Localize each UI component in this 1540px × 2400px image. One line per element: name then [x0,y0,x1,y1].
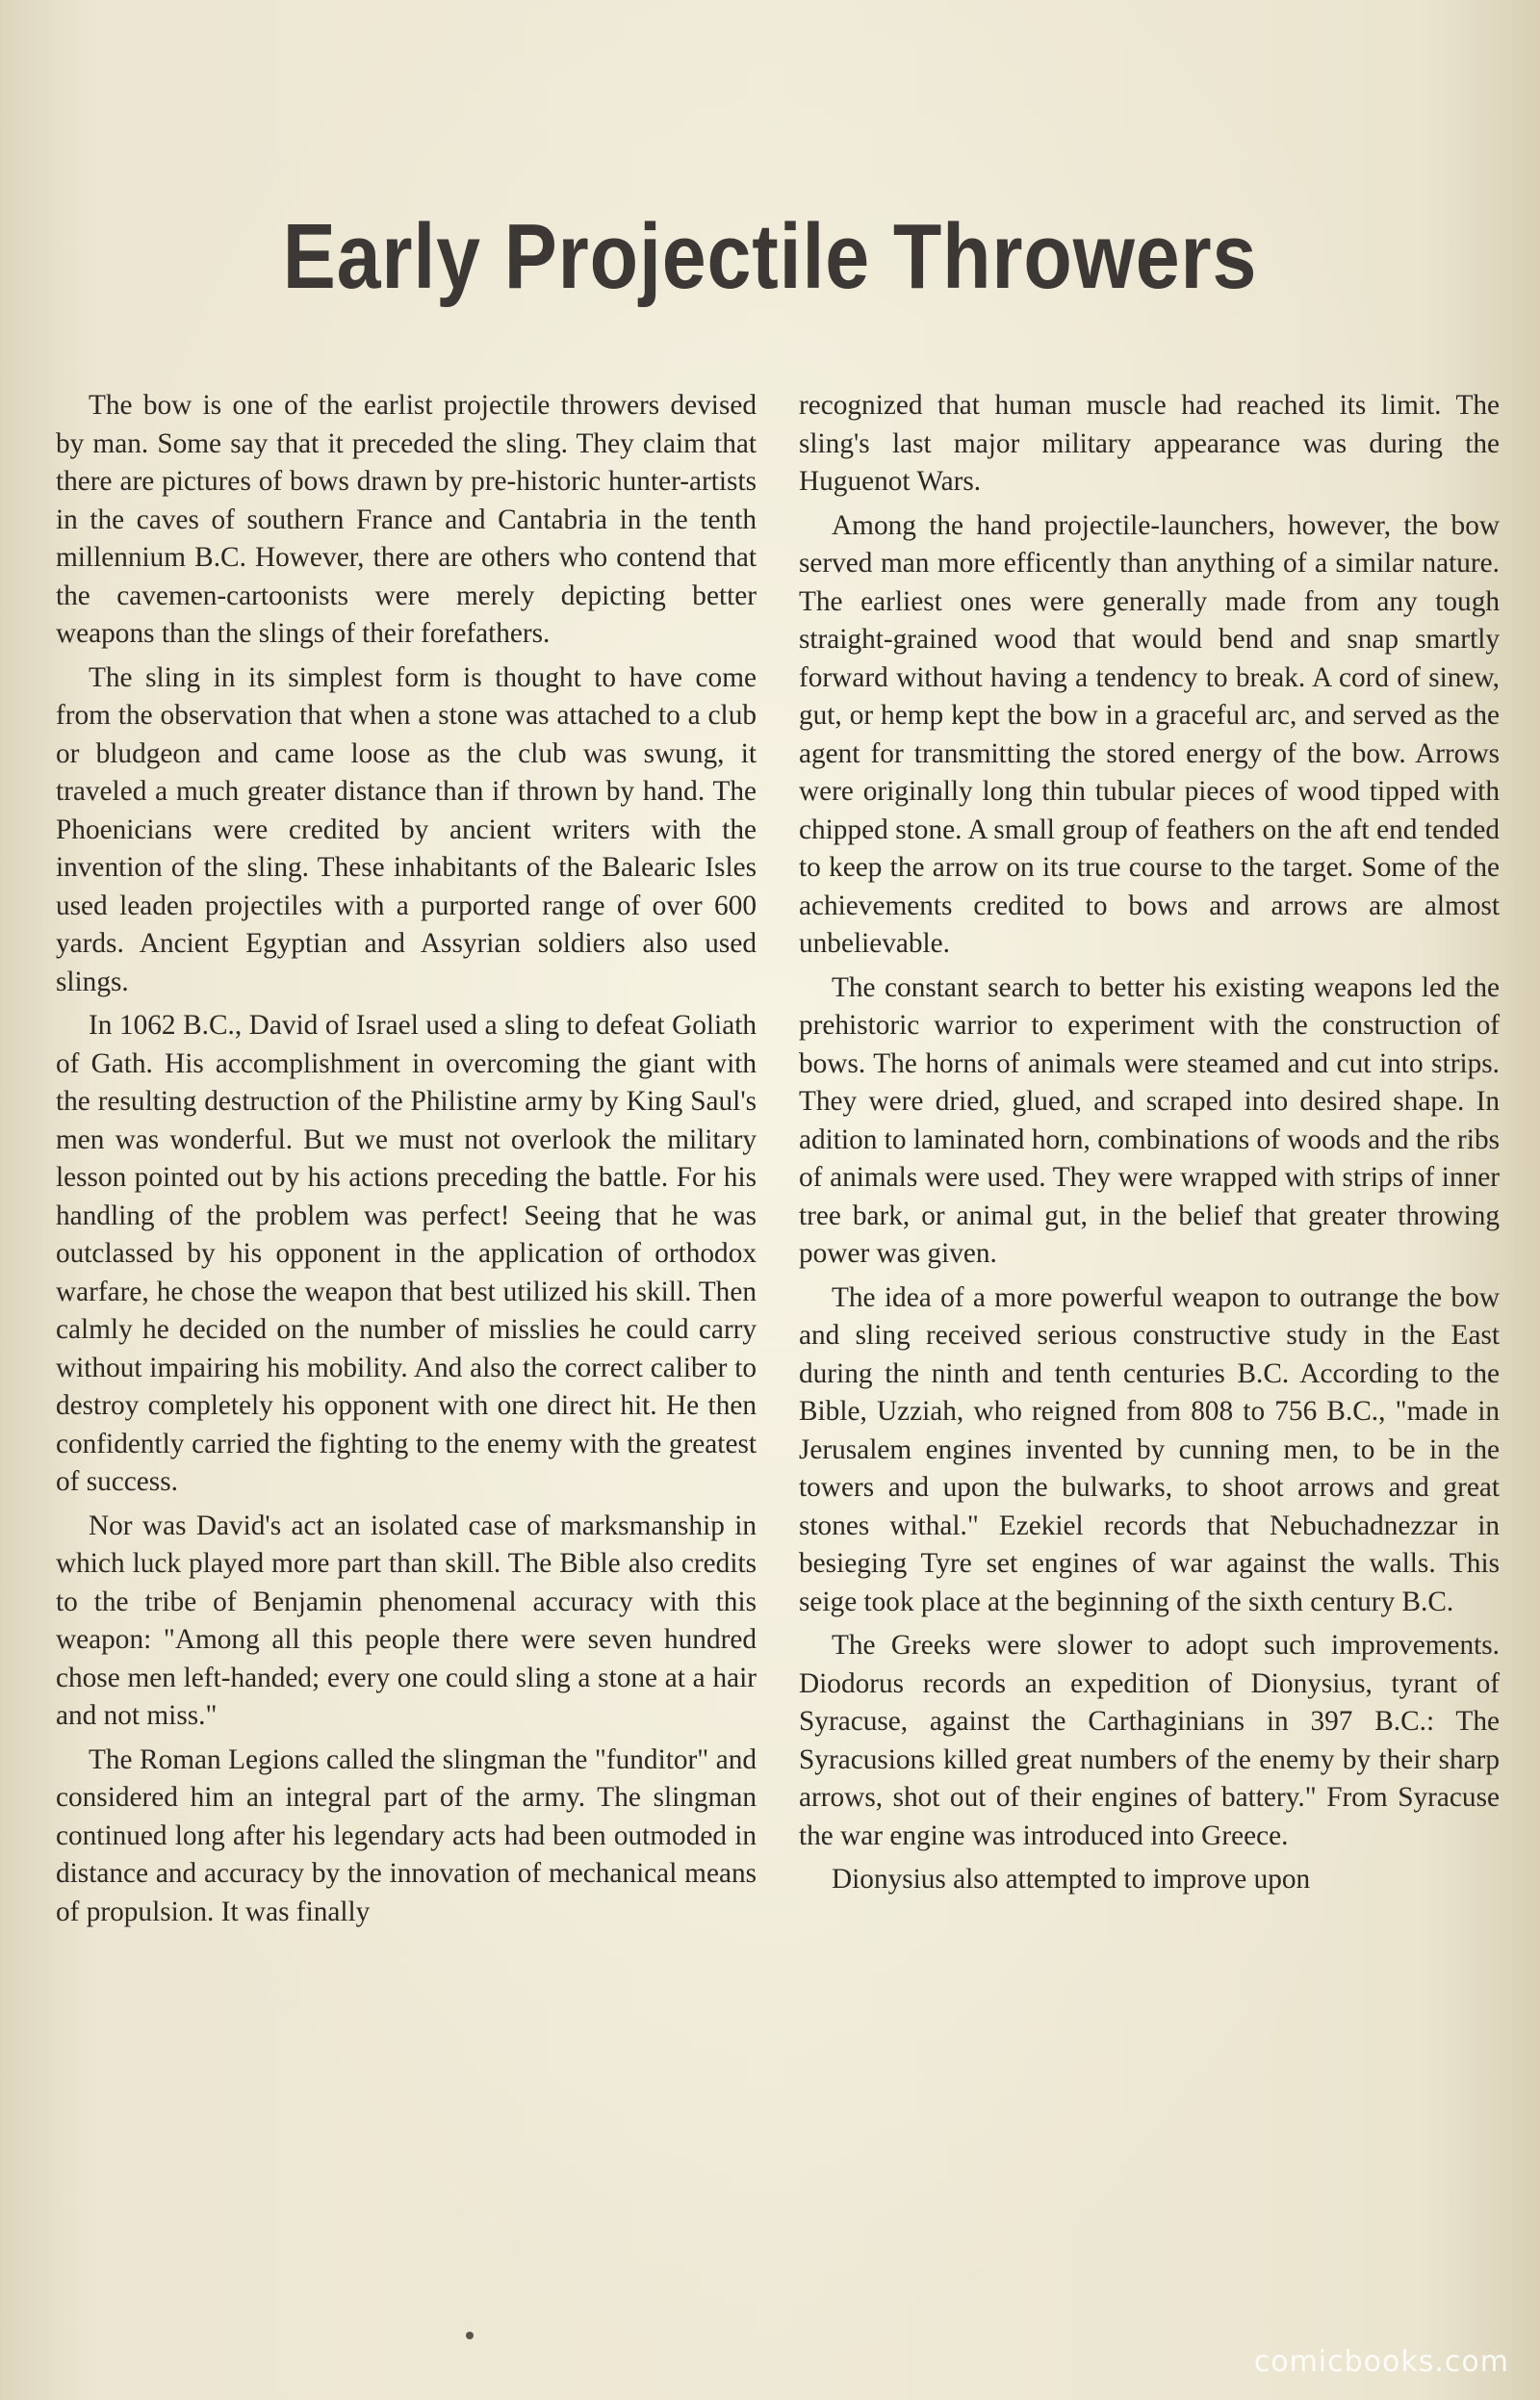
paragraph-continued: recognized that human muscle had reached its limit. The sling's last major military appearance was during the Huguenot Wars. [799,390,1500,497]
paragraph: Among the hand projectile-launchers, however, the bow served man more efficently than anything of a similar nature. The earliest ones were generally made from any tough straight-grained wood that would bend and snap smartly forward without having a tendency to break. A cord of sinew, gut, or hemp kept the bow in a graceful arc, and served as the agent for transmitting the stored energy of the bow. Arrows were originally long thin tubular pieces of wood tipped with chipped stone. A small group of feathers on the aft end tended to keep the arrow on its true course to the target. Some of the achievements credited to bows and arrows are almost unbelievable. [799,509,1500,959]
article-body [56,387,1500,1937]
paragraph: The Greeks were slower to adopt such improvements. Diodorus records an expedition of Dionysius, tyrant of Syracuse, against the Carthaginians in 397 B.C.: The Syracusions killed great numbers of the enemy by their sharp arrows, shot out of their engines of battery." From Syracuse the war engine was introduced into Greece. [799,1630,1500,1851]
paragraph: The Roman Legions called the slingman the "funditor" and considered him an integral part of the army. The slingman continued long after his legendary acts had been outmoded in distance and accuracy by the innovation of mechanical means of propulsion. It was finally [56,1743,757,1927]
paragraph: In 1062 B.C., David of Israel used a sling to defeat Goliath of Gath. His accomplishment in overcoming the giant with the resulting destruction of the Philistine army by King Saul's men was wonderful. But we must not overlook the military lesson pointed out by his actions preceding the battle. For his handling of the problem was perfect! Seeing that he was outclassed by his opponent in the application of orthodox warfare, he chose the weapon that best utilized his skill. Then calmly he decided on the number of misslies he could carry without impairing his mobility. And also the correct caliber to destroy completely his opponent with one direct hit. He then confidently carried the fighting to the enemy with the greatest of success. [56,1010,757,1497]
paragraph: Nor was David's act an isolated case of marksmanship in which luck played more part than skill. The Bible also credits to the tribe of Benjamin phenomenal accuracy with this weapon: "Among all this people there were seven hundred chose men left-handed; every one could sling a stone at a hair and not miss." [56,1510,757,1731]
paragraph: The idea of a more powerful weapon to outrange the bow and sling received serious constructive study in the East during the ninth and tenth centuries B.C. According to the Bible, Uzziah, who reigned from 808 to 756 B.C., "made in Jerusalem engines invented by cunning men, to be in the towers and upon the bulwarks, to shoot arrows and great stones withal." Ezekiel records that Nebuchadnezzar in besieging Tyre set engines of war against the walls. This seige took place at the beginning of the sixth century B.C. [799,1281,1500,1617]
article-title: Early Projectile Throwers [282,205,1258,308]
paragraph: Dionysius also attempted to improve upon [832,1864,1311,1895]
paragraph: The bow is one of the earlist projectile throwers devised by man. Some say that it preceded the sling. They claim that there are pictures of bows drawn by pre-historic hunter-artists in the caves of southern France and Cantabria in the tenth millennium B.C. However, there are others who contend that the cavemen-cartoonists were merely depicting better weapons than the slings of their forefathers. [56,390,757,649]
paragraph: The constant search to better his existing weapons led the prehistoric warrior to experiment with the construction of bows. The horns of animals were steamed and cut into strips. They were dried, glued, and scraped into desired shape. In adition to laminated horn, combinations of woods and the ribs of animals were used. They were wrapped with strips of inner tree bark, or animal gut, in the belief that greater throwing power was given. [799,971,1500,1269]
site-watermark: comicbooks.com [1253,2345,1509,2379]
right-column [799,387,1500,1937]
left-column [56,387,757,1937]
paragraph: The sling in its simplest form is thought to have come from the observation that when a stone was attached to a club or bludgeon and came loose as the club was swung, it traveled a much greater distance than if thrown by hand. The Phoenicians were credited by ancient writers with the invention of the sling. These inhabitants of the Balearic Isles used leaden projectiles with a purported range of over 600 yards. Ancient Egyptian and Assyrian soldiers also used slings. [56,661,757,997]
ink-dot [466,2332,474,2339]
